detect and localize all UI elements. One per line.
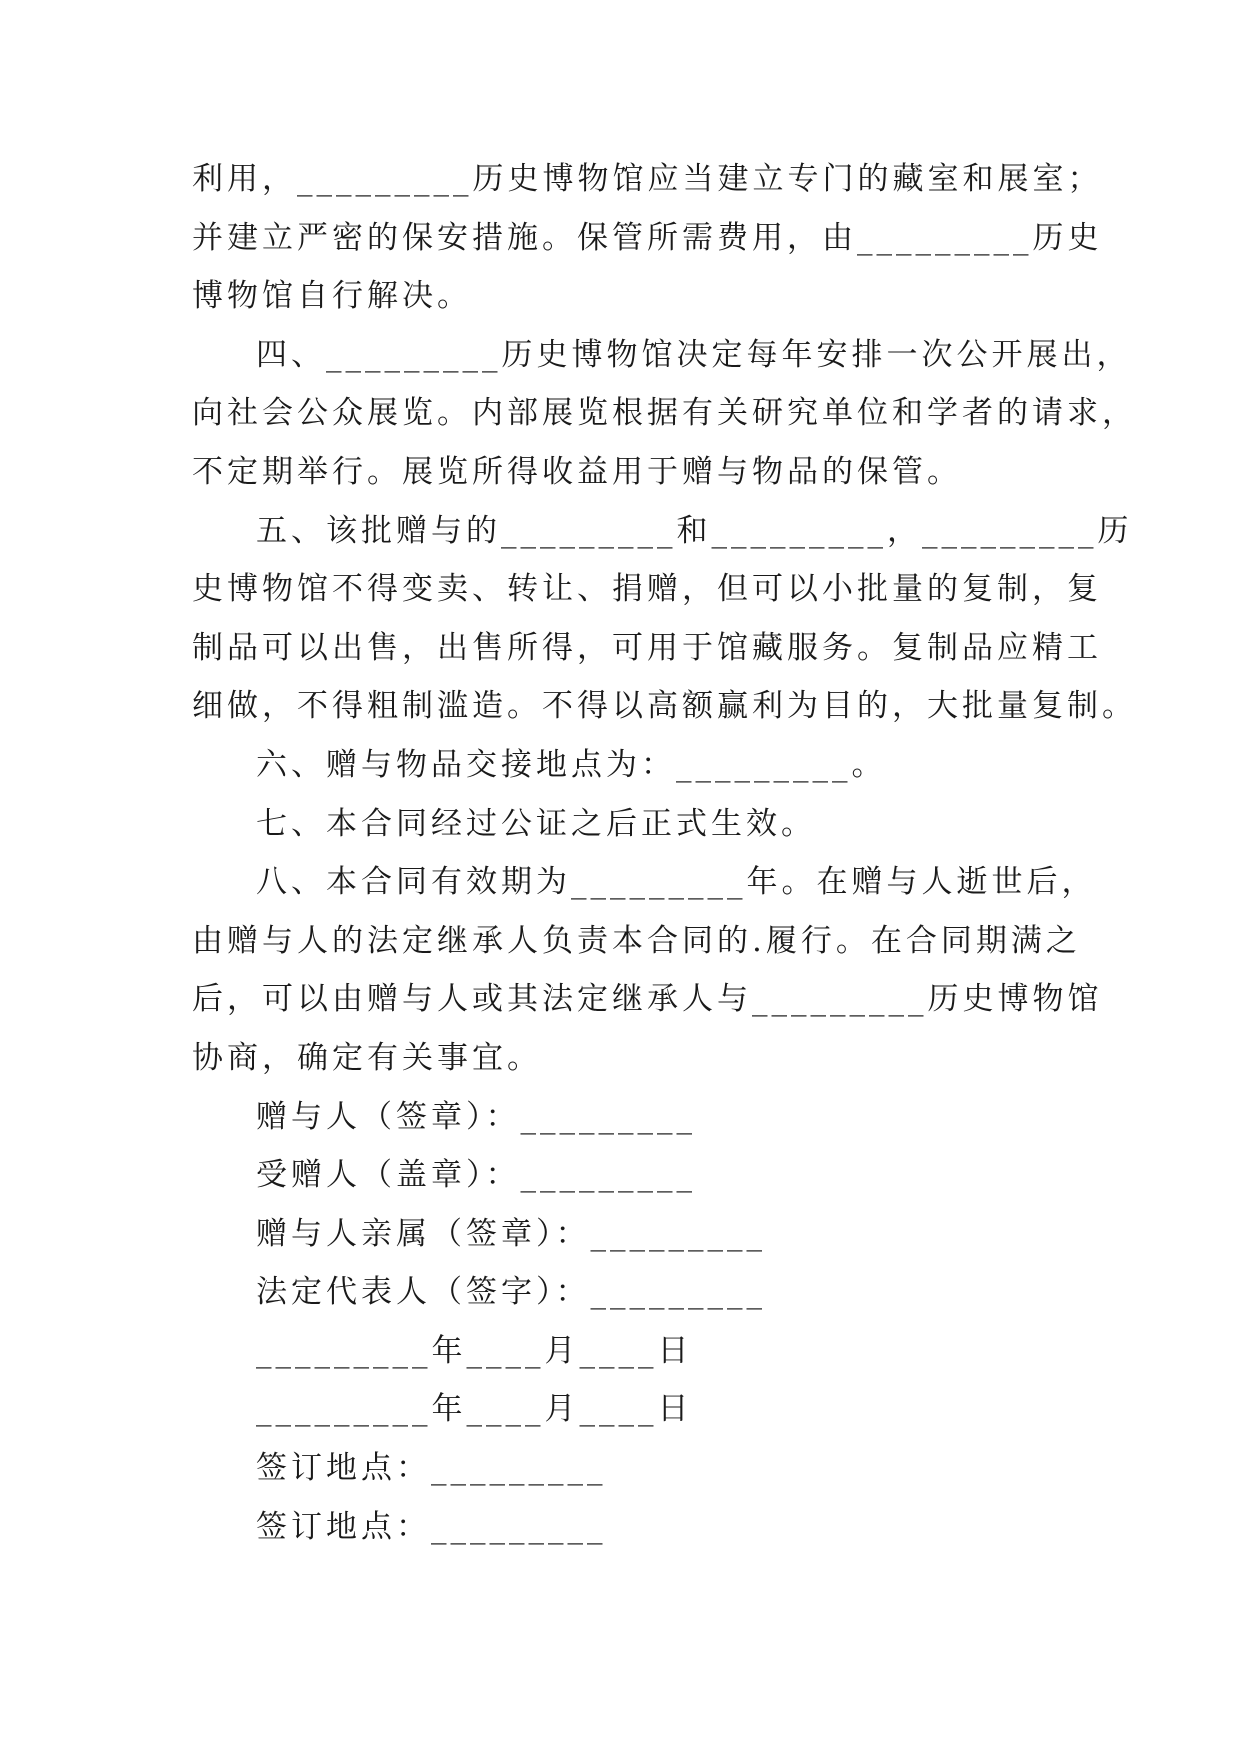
- donor-signature-line: 赠与人（签章）：_________: [256, 1098, 696, 1135]
- body-text-line: 不定期举行。展览所得收益用于赠与物品的保管。: [192, 453, 962, 490]
- body-text-line: 利用，_________历史博物馆应当建立专门的藏室和展室；: [192, 161, 1103, 197]
- contract-body: [192, 150, 1137, 1088]
- signing-place-line: 签订地点：_________: [256, 1508, 607, 1545]
- signing-place-line: 签订地点：_________: [256, 1450, 607, 1487]
- body-text-line: 八、本合同有效期为_________年。在赠与人逝世后，: [256, 864, 1097, 901]
- body-text-line: 博物馆自行解决。: [192, 278, 472, 315]
- body-text-line: 协商，确定有关事宜。: [192, 1039, 542, 1076]
- body-text-line: 七、本合同经过公证之后正式生效。: [256, 805, 816, 842]
- body-text-line: 史博物馆不得变卖、转让、捐赠，但可以小批量的复制，复: [192, 571, 1102, 608]
- signature-block: [192, 1088, 1052, 1557]
- date-line: _________年____月____日: [256, 1332, 693, 1369]
- recipient-seal-line: 受赠人（盖章）：_________: [256, 1157, 696, 1194]
- body-text-line: 并建立严密的保安措施。保管所需费用，由_________历史: [192, 219, 1103, 256]
- body-text-line: 四、_________历史博物馆决定每年安排一次公开展出，: [256, 336, 1132, 373]
- donor-relative-signature-line: 赠与人亲属（签章）：_________: [256, 1215, 766, 1252]
- body-text-line: 五、该批赠与的_________和_________，_________历: [256, 512, 1133, 549]
- body-text-line: 后，可以由赠与人或其法定继承人与_________历史博物馆: [192, 981, 1103, 1018]
- body-text-line: 细做，不得粗制滥造。不得以高额赢利为目的，大批量复制。: [192, 688, 1137, 725]
- body-text-line: 制品可以出售，出售所得，可用于馆藏服务。复制品应精工: [192, 629, 1102, 666]
- body-text-line: 向社会公众展览。内部展览根据有关研究单位和学者的请求，: [192, 395, 1137, 432]
- body-text-line: 由赠与人的法定继承人负责本合同的.履行。在合同期满之: [192, 922, 1081, 959]
- date-line: _________年____月____日: [256, 1391, 693, 1428]
- body-text-line: 六、赠与物品交接地点为：_________。: [256, 746, 887, 783]
- contract-page: [192, 150, 1137, 1556]
- legal-representative-signature-line: 法定代表人（签字）：_________: [256, 1274, 766, 1311]
